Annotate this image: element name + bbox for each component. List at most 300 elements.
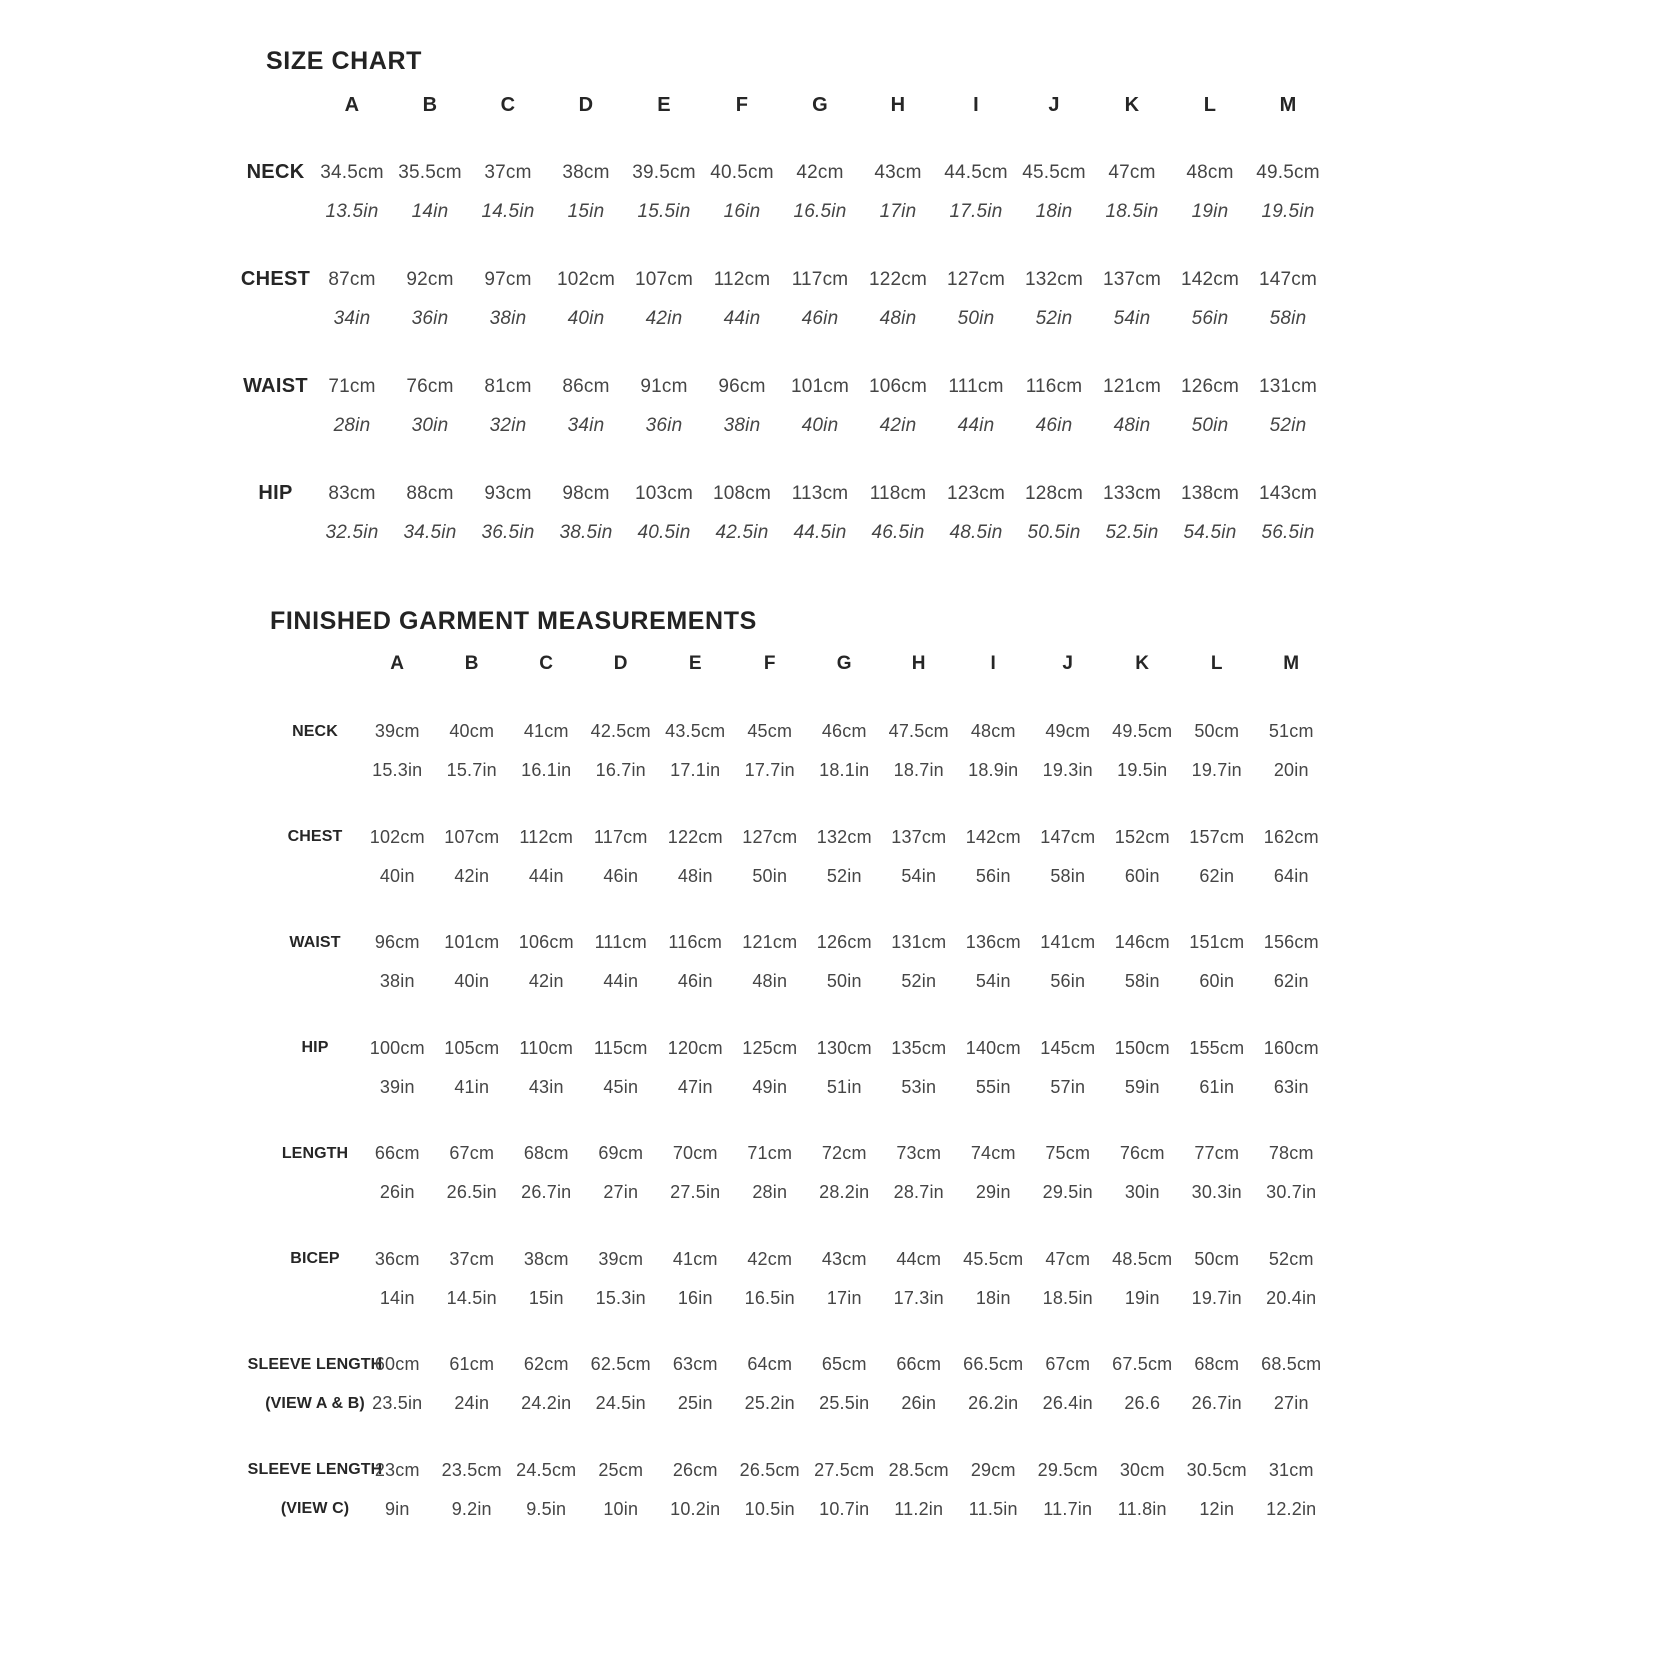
in-value: 11.8in	[1117, 1498, 1167, 1519]
cm-value: 40cm	[449, 721, 495, 741]
column-header: B	[422, 93, 438, 116]
in-value: 44in	[723, 307, 761, 329]
in-value: 24.5in	[595, 1393, 646, 1413]
cm-value: 93cm	[484, 482, 532, 504]
in-value: 26in	[901, 1393, 937, 1413]
spacer-row	[270, 1001, 1329, 1029]
in-value: 28.2in	[819, 1182, 870, 1202]
row-sublabel	[270, 751, 360, 790]
row-label: WAIST	[243, 375, 308, 397]
measurement-row-in	[270, 857, 1329, 896]
in-value: 38in	[489, 307, 527, 329]
in-value: 20.4in	[1266, 1287, 1317, 1308]
in-value: 46in	[801, 307, 839, 329]
cm-value: 30.5cm	[1186, 1459, 1247, 1480]
in-value: 50in	[1191, 414, 1229, 436]
size-chart-title: SIZE CHART	[266, 47, 422, 75]
in-value: 25.5in	[819, 1393, 870, 1413]
in-value: 23.5in	[372, 1393, 423, 1413]
in-value: 45in	[603, 1076, 639, 1097]
in-value: 52in	[826, 865, 862, 886]
cm-value: 62cm	[523, 1354, 569, 1374]
cm-value: 23cm	[374, 1459, 420, 1480]
cm-value: 34.5cm	[320, 161, 384, 183]
row-label: NECK	[292, 722, 338, 740]
cm-value: 64cm	[747, 1354, 793, 1374]
cm-value: 120cm	[667, 1037, 723, 1058]
row-sublabel	[238, 513, 313, 552]
cm-value: 101cm	[790, 375, 850, 397]
in-value: 40in	[567, 307, 605, 329]
cm-value: 150cm	[1114, 1037, 1170, 1058]
in-value: 48in	[879, 307, 917, 329]
cm-value: 125cm	[742, 1037, 798, 1058]
measurement-row-cm	[270, 1029, 1329, 1068]
cm-value: 105cm	[444, 1037, 500, 1058]
in-value: 17in	[879, 200, 917, 222]
cm-value: 141cm	[1040, 932, 1096, 952]
measurement-row-in	[270, 1279, 1329, 1318]
measurement-row-cm	[270, 1240, 1329, 1279]
measurement-row-in	[270, 1068, 1329, 1107]
cm-value: 96cm	[374, 932, 420, 952]
spacer-row	[270, 1529, 1329, 1557]
cm-value: 39cm	[598, 1248, 644, 1269]
cm-value: 102cm	[369, 826, 425, 847]
in-value: 15in	[567, 200, 605, 222]
cm-value: 47cm	[1045, 1248, 1091, 1269]
cm-value: 73cm	[896, 1143, 942, 1163]
cm-value: 62.5cm	[590, 1354, 651, 1374]
in-value: 28in	[333, 414, 371, 436]
cm-value: 92cm	[406, 268, 454, 290]
measurement-row-cm	[270, 712, 1329, 751]
cm-value: 66.5cm	[963, 1354, 1024, 1374]
cm-value: 77cm	[1194, 1143, 1240, 1163]
in-value: 44in	[603, 971, 639, 991]
in-value: 18.5in	[1105, 200, 1159, 222]
column-header: C	[500, 93, 516, 116]
in-value: 9.2in	[451, 1498, 492, 1519]
measurement-row-in	[265, 1384, 1329, 1423]
cm-value: 25cm	[598, 1459, 644, 1480]
cm-value: 47cm	[1108, 161, 1156, 183]
cm-value: 142cm	[1180, 268, 1240, 290]
in-value: 30.3in	[1191, 1182, 1242, 1202]
cm-value: 45.5cm	[963, 1248, 1024, 1269]
column-header: C	[539, 653, 554, 674]
in-value: 18.5in	[1042, 1287, 1093, 1308]
cm-value: 42cm	[747, 1248, 793, 1269]
spacer-row	[270, 790, 1329, 818]
cm-value: 133cm	[1102, 482, 1162, 504]
cm-value: 130cm	[816, 1037, 872, 1058]
in-value: 16.5in	[793, 200, 847, 222]
cm-value: 40.5cm	[710, 161, 774, 183]
cm-value: 67cm	[1045, 1354, 1091, 1374]
in-value: 46in	[1035, 414, 1073, 436]
cm-value: 43cm	[821, 1248, 867, 1269]
in-value: 40.5in	[637, 521, 691, 543]
measurement-row-in	[238, 299, 1327, 338]
cm-value: 122cm	[667, 826, 723, 847]
row-sublabel	[238, 192, 313, 231]
in-value: 10in	[603, 1498, 639, 1519]
cm-value: 88cm	[406, 482, 454, 504]
in-value: 10.2in	[670, 1498, 721, 1519]
cm-value: 48cm	[1186, 161, 1234, 183]
in-value: 58in	[1269, 307, 1307, 329]
cm-value: 23.5cm	[441, 1459, 502, 1480]
cm-value: 121cm	[1102, 375, 1162, 397]
cm-value: 113cm	[791, 482, 849, 504]
in-value: 63in	[1273, 1076, 1309, 1097]
column-header: J	[1062, 653, 1074, 674]
in-value: 17.3in	[893, 1287, 944, 1308]
in-value: 19in	[1124, 1287, 1160, 1308]
measurement-row-cm	[270, 923, 1329, 962]
in-value: 10.5in	[744, 1498, 795, 1519]
column-header: G	[812, 93, 828, 116]
in-value: 32in	[489, 414, 527, 436]
cm-value: 128cm	[1024, 482, 1084, 504]
row-label: SLEEVE LENGTH	[247, 1461, 383, 1478]
row-label-spacer	[270, 644, 360, 684]
in-value: 58in	[1124, 971, 1160, 991]
in-value: 56.5in	[1261, 521, 1315, 543]
cm-value: 66cm	[896, 1354, 942, 1374]
in-value: 54.5in	[1183, 521, 1237, 543]
column-header: L	[1210, 653, 1223, 674]
cm-value: 81cm	[484, 375, 532, 397]
column-header: A	[344, 93, 360, 116]
row-label: LENGTH	[281, 1144, 349, 1162]
spacer-row	[270, 896, 1329, 924]
cm-value: 160cm	[1263, 1037, 1319, 1058]
row-label: SLEEVE LENGTH	[247, 1355, 383, 1373]
cm-value: 49.5cm	[1112, 721, 1173, 741]
in-value: 10.7in	[819, 1498, 870, 1519]
in-value: 16.1in	[521, 760, 572, 780]
in-value: 52in	[1035, 307, 1073, 329]
cm-value: 49cm	[1045, 721, 1091, 741]
cm-value: 108cm	[712, 482, 772, 504]
column-header: J	[1048, 93, 1060, 116]
in-value: 28.7in	[893, 1182, 944, 1202]
cm-value: 155cm	[1189, 1037, 1245, 1058]
spacer-row	[238, 552, 1327, 581]
cm-value: 118cm	[869, 482, 927, 504]
in-value: 56in	[1050, 971, 1086, 991]
cm-value: 76cm	[1119, 1143, 1165, 1163]
cm-value: 111cm	[948, 375, 1004, 397]
measurement-row-cm	[238, 153, 1327, 192]
cm-value: 152cm	[1114, 826, 1170, 847]
in-value: 61in	[1199, 1076, 1235, 1097]
in-value: 17.7in	[744, 760, 795, 780]
cm-value: 31cm	[1268, 1459, 1314, 1480]
cm-value: 51cm	[1268, 721, 1314, 741]
cm-value: 162cm	[1263, 826, 1319, 847]
cm-value: 121cm	[742, 932, 798, 952]
cm-value: 27.5cm	[814, 1459, 875, 1480]
in-value: 26.4in	[1042, 1393, 1093, 1413]
cm-value: 50cm	[1194, 721, 1240, 741]
in-value: 50in	[752, 865, 788, 886]
cm-value: 127cm	[742, 826, 798, 847]
in-value: 48in	[1113, 414, 1151, 436]
in-value: 32.5in	[325, 521, 379, 543]
cm-value: 116cm	[1025, 375, 1083, 397]
row-sublabel: (VIEW A & B)	[265, 1394, 365, 1412]
in-value: 16in	[723, 200, 761, 222]
column-header: I	[990, 653, 996, 674]
measurement-row-in	[270, 962, 1329, 1001]
measurement-row-cm	[270, 818, 1329, 857]
measurement-row-in	[238, 406, 1327, 445]
in-value: 18.1in	[819, 760, 870, 780]
in-value: 12.2in	[1266, 1498, 1317, 1519]
in-value: 42in	[454, 865, 490, 886]
cm-value: 30cm	[1119, 1459, 1165, 1480]
column-header: M	[1279, 93, 1297, 116]
cm-value: 131cm	[891, 932, 947, 952]
cm-value: 135cm	[891, 1037, 947, 1058]
cm-value: 126cm	[816, 932, 872, 952]
column-header: B	[464, 653, 479, 674]
in-value: 14.5in	[481, 200, 535, 222]
cm-value: 35.5cm	[398, 161, 462, 183]
cm-value: 131cm	[1258, 375, 1318, 397]
cm-value: 136cm	[965, 932, 1021, 952]
row-label: HIP	[258, 482, 293, 504]
spacer-row	[238, 338, 1327, 367]
in-value: 62in	[1199, 865, 1235, 886]
in-value: 40in	[801, 414, 839, 436]
in-value: 11.7in	[1043, 1498, 1093, 1519]
in-value: 18in	[1035, 200, 1073, 222]
in-value: 55in	[975, 1076, 1011, 1097]
in-value: 24in	[454, 1393, 490, 1413]
cm-value: 45.5cm	[1022, 161, 1086, 183]
cm-value: 143cm	[1258, 482, 1318, 504]
cm-value: 78cm	[1268, 1143, 1314, 1163]
cm-value: 145cm	[1040, 1037, 1096, 1058]
cm-value: 70cm	[672, 1143, 718, 1163]
measurement-row-cm	[238, 367, 1327, 406]
in-value: 46in	[603, 865, 639, 886]
cm-value: 115cm	[593, 1037, 648, 1058]
row-label: CHEST	[240, 268, 311, 290]
cm-value: 122cm	[868, 268, 928, 290]
in-value: 19.5in	[1117, 760, 1168, 780]
in-value: 26.2in	[968, 1393, 1019, 1413]
in-value: 59in	[1124, 1076, 1160, 1097]
in-value: 14in	[411, 200, 449, 222]
measurement-row-cm	[247, 1345, 1329, 1384]
column-header: L	[1203, 93, 1217, 116]
measurement-row-in	[270, 751, 1329, 790]
cm-value: 71cm	[328, 375, 376, 397]
cm-value: 49.5cm	[1256, 161, 1320, 183]
cm-value: 43cm	[874, 161, 922, 183]
cm-value: 44cm	[896, 1248, 942, 1269]
row-sublabel	[270, 1068, 360, 1107]
cm-value: 39.5cm	[632, 161, 696, 183]
column-header: M	[1283, 653, 1300, 674]
column-header: K	[1124, 93, 1140, 116]
row-sublabel	[238, 406, 313, 445]
measurement-row-cm	[238, 474, 1327, 513]
in-value: 58in	[1050, 865, 1086, 886]
in-value: 15.3in	[372, 760, 423, 780]
in-value: 14in	[379, 1287, 415, 1308]
in-value: 39in	[379, 1076, 415, 1097]
in-value: 40in	[379, 865, 415, 886]
cm-value: 72cm	[821, 1143, 867, 1163]
column-header: E	[657, 93, 671, 116]
cm-value: 97cm	[484, 268, 532, 290]
spacer-row	[238, 445, 1327, 474]
column-header: G	[836, 653, 852, 674]
in-value: 60in	[1124, 865, 1160, 886]
in-value: 30in	[411, 414, 449, 436]
cm-value: 50cm	[1194, 1248, 1240, 1269]
cm-value: 37cm	[484, 161, 532, 183]
in-value: 18.7in	[893, 760, 944, 780]
cm-value: 127cm	[946, 268, 1006, 290]
in-value: 19.7in	[1191, 760, 1242, 780]
column-header: F	[735, 93, 749, 116]
in-value: 34.5in	[403, 521, 457, 543]
in-value: 56in	[1191, 307, 1229, 329]
in-value: 29in	[975, 1182, 1011, 1202]
in-value: 38in	[723, 414, 761, 436]
in-value: 50.5in	[1027, 521, 1081, 543]
cm-value: 142cm	[965, 826, 1021, 847]
row-label: BICEP	[290, 1250, 340, 1267]
row-sublabel	[238, 299, 313, 338]
in-value: 27in	[603, 1182, 639, 1202]
cm-value: 91cm	[640, 375, 688, 397]
in-value: 42in	[879, 414, 917, 436]
cm-value: 151cm	[1189, 932, 1245, 952]
in-value: 25.2in	[744, 1393, 795, 1413]
in-value: 52in	[1269, 414, 1307, 436]
cm-value: 107cm	[634, 268, 694, 290]
in-value: 62in	[1273, 971, 1309, 991]
column-header: A	[390, 653, 405, 674]
column-header: D	[578, 93, 594, 116]
in-value: 41in	[454, 1076, 490, 1097]
cm-value: 87cm	[328, 268, 376, 290]
in-value: 30in	[1124, 1182, 1160, 1202]
cm-value: 74cm	[970, 1143, 1016, 1163]
cm-value: 140cm	[965, 1037, 1021, 1058]
in-value: 19.3in	[1042, 760, 1093, 780]
in-value: 26.7in	[521, 1182, 572, 1202]
cm-value: 36cm	[374, 1248, 420, 1269]
row-sublabel	[270, 1173, 360, 1212]
in-value: 40in	[454, 971, 490, 991]
measurement-row-in	[270, 1490, 1329, 1529]
cm-value: 111cm	[594, 932, 647, 952]
cm-value: 147cm	[1258, 268, 1318, 290]
cm-value: 147cm	[1040, 826, 1096, 847]
cm-value: 71cm	[747, 1143, 793, 1163]
cm-value: 24.5cm	[516, 1459, 577, 1480]
cm-value: 61cm	[449, 1354, 495, 1374]
in-value: 26.6	[1124, 1393, 1161, 1413]
column-header-row	[270, 644, 1329, 684]
cm-value: 100cm	[369, 1037, 425, 1058]
cm-value: 102cm	[556, 268, 616, 290]
row-sublabel	[270, 962, 360, 1001]
cm-value: 112cm	[519, 826, 574, 847]
cm-value: 101cm	[444, 932, 500, 952]
in-value: 14.5in	[446, 1287, 497, 1308]
column-header: K	[1135, 653, 1150, 674]
cm-value: 39cm	[374, 721, 420, 741]
cm-value: 83cm	[328, 482, 376, 504]
in-value: 34in	[567, 414, 605, 436]
cm-value: 116cm	[668, 932, 723, 952]
measurement-row-in	[270, 1173, 1329, 1212]
in-value: 20in	[1273, 760, 1309, 780]
measurement-row-in	[238, 513, 1327, 552]
cm-value: 156cm	[1263, 932, 1319, 952]
in-value: 19.7in	[1191, 1287, 1242, 1308]
cm-value: 106cm	[868, 375, 928, 397]
cm-value: 66cm	[374, 1143, 420, 1163]
cm-value: 68cm	[523, 1143, 569, 1163]
spacer-row	[270, 1318, 1329, 1346]
cm-value: 68.5cm	[1261, 1354, 1322, 1374]
cm-value: 96cm	[718, 375, 766, 397]
in-value: 64in	[1273, 865, 1309, 886]
in-value: 12in	[1199, 1498, 1235, 1519]
measurement-row-cm	[238, 260, 1327, 299]
in-value: 42in	[645, 307, 683, 329]
spacer-row	[270, 1107, 1329, 1135]
cm-value: 106cm	[518, 932, 574, 952]
in-value: 29.5in	[1042, 1182, 1093, 1202]
in-value: 54in	[1113, 307, 1151, 329]
in-value: 44in	[528, 865, 564, 886]
in-value: 28in	[752, 1182, 788, 1202]
column-header: I	[973, 93, 979, 116]
cm-value: 44.5cm	[944, 161, 1008, 183]
column-header: F	[763, 653, 776, 674]
cm-value: 98cm	[562, 482, 610, 504]
in-value: 48in	[677, 865, 713, 886]
in-value: 48in	[752, 971, 788, 991]
in-value: 25in	[677, 1393, 713, 1413]
cm-value: 43.5cm	[665, 721, 726, 741]
cm-value: 63cm	[672, 1354, 718, 1374]
finished-garment-title: FINISHED GARMENT MEASUREMENTS	[270, 607, 757, 635]
in-value: 16.5in	[744, 1287, 795, 1308]
in-value: 54in	[975, 971, 1011, 991]
in-value: 15.5in	[637, 200, 691, 222]
in-value: 51in	[826, 1076, 862, 1097]
measurement-row-cm	[270, 1134, 1329, 1173]
cm-value: 112cm	[713, 268, 771, 290]
in-value: 9.5in	[526, 1498, 567, 1519]
in-value: 53in	[901, 1076, 937, 1097]
in-value: 18.9in	[968, 760, 1019, 780]
cm-value: 42.5cm	[590, 721, 651, 741]
